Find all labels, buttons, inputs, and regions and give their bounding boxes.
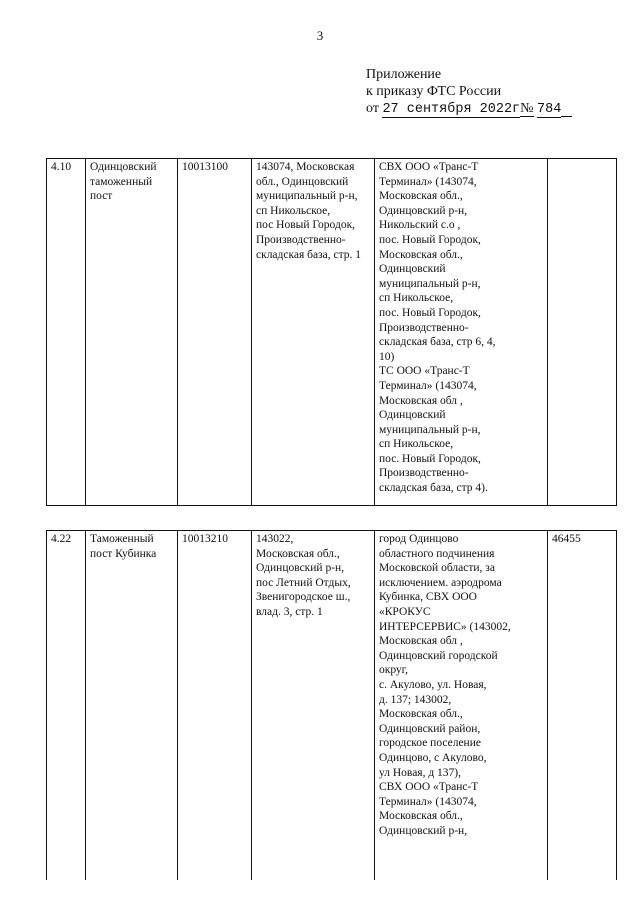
post-address: 143074, Московская обл., Одинцовский муниципальный р-н, сп Никольское, пос Новый Городок, Производственно- складская база, стр. 1 (252, 159, 375, 506)
post-okato: 46455 (548, 531, 617, 881)
annex-title: Приложение (366, 67, 442, 82)
table-row (47, 159, 617, 506)
post-okato (548, 159, 617, 506)
annex-number-sign: № (520, 101, 534, 116)
annex-underline-tail (561, 101, 572, 117)
annex-date-line (366, 100, 606, 118)
post-zone: город Одинцово областного подчинения Московской области, за исключением. аэродрома Кубинка, СВХ ООО «КРОКУС ИНТЕРСЕРВИС» (143002, Московская обл , Одинцовский городской округ, с. Акулово, ул. Новая, д. 137; 143002, Московская обл., Одинцовский район, городское поселение Одинцово, с Акулово, ул Новая, д 137), СВХ ООО «Транс-Т Терминал» (143074, Московская обл., Одинцовский р-н, (375, 531, 548, 881)
customs-post-table-1 (46, 158, 617, 506)
post-id: 10013100 (178, 159, 252, 506)
page-number: 3 (316, 28, 324, 43)
post-name: Одинцовский таможенный пост (86, 159, 178, 506)
row-code: 4.22 (47, 531, 86, 881)
post-id: 10013210 (178, 531, 252, 881)
customs-post-table-2 (46, 530, 617, 880)
post-name: Таможенный пост Кубинка (86, 531, 178, 881)
annex-number: 784 (537, 102, 562, 117)
order-annex-heading (366, 66, 606, 118)
annex-date: 27 сентября 2022г (382, 102, 521, 117)
annex-date-prefix: от (366, 101, 379, 116)
row-code: 4.10 (47, 159, 86, 506)
post-zone: СВХ ООО «Транс-Т Терминал» (143074, Московская обл., Одинцовский р-н, Никольский с.о , пос. Новый Городок, Московская обл., Одинцовский муниципальный р-н, сп Никольское, пос. Новый Городок, Производственно- складская база, стр 6, 4, 10) ТС ООО «Транс-Т Терминал» (143074, Московская обл , Одинцовский муниципальный р-н, сп Никольское, пос. Новый Городок, Производственно- складская база, стр 4). (375, 159, 548, 506)
table-row (47, 531, 617, 881)
annex-order-ref: к приказу ФТС России (366, 84, 502, 99)
post-address: 143022, Московская обл., Одинцовский р-н, пос Летний Отдых, Звенигородское ш., влад. 3, стр. 1 (252, 531, 375, 881)
